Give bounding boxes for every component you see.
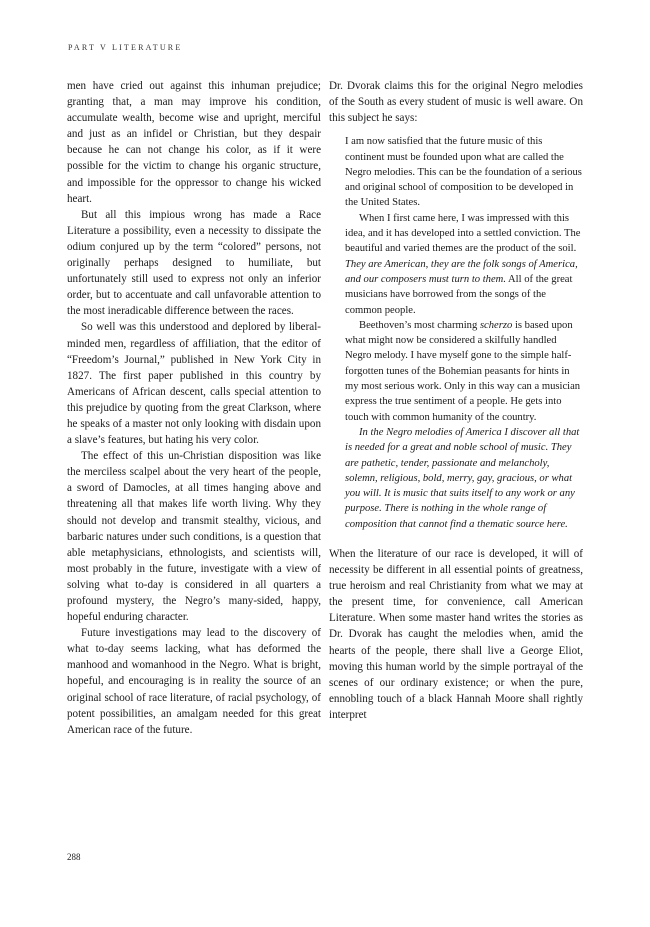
quote-paragraph	[345, 318, 583, 425]
paragraph: When the literature of our race is developed, it will of necessity be different in all essential points of greatness, true heroism and real Christianity from what we may at the present time, for convenience, call American Literature. When some master hand writes the stories as Dr. Dvorak has caught the melodies when, amid the hearts of the people, there shall live a George Eliot, moving this human world by the simple portrayal of the scenes of our ordinary existence; or when the pure, ennobling touch of a black Hannah Moore shall rightly interpret	[329, 548, 583, 721]
quote-paragraph: I am now satisfied that the future music of this continent must be founded upon what are called the Negro melodies. This can be the foundation of a serious and original school of composition to be developed in the United States.	[345, 136, 582, 209]
quote-italic: They are American, they are the folk songs of America, and our composers must turn to them.	[345, 258, 578, 285]
quote-paragraph: In the Negro melodies of America I discover all that is needed for a great and noble school of music. They are pathetic, tender, passionate and melancholy, solemn, religious, bold, merry, gay, gracious, or what you will. It is music that suits itself to any work or any purpose. There is nothing in the whole range of composition that cannot find a thematic source here.	[345, 426, 580, 530]
quote-text: When I first came here, I was impressed with this idea, and it has developed into a settled conviction. The beautiful and varied themes are the product of the soil.	[345, 212, 581, 255]
paragraph: Dr. Dvorak claims this for the original Negro melodies of the South as every student of music is well aware. On this subject he says:	[329, 80, 583, 125]
paragraph: But all this impious wrong has made a Race Literature a possibility, even a necessity to dissipate the odium conjured up by the term “colored” persons, not originally perhaps designed to humiliate, but unfortunately still used to express not only an inferior order, but to accentuate and call unfavorable attention to the most ineradicable difference between the races.	[67, 208, 321, 318]
right-column	[329, 78, 583, 723]
block-quote	[345, 134, 583, 532]
paragraph: men have cried out against this inhuman prejudice; granting that, a man may improve his condition, accumulate wealth, become wise and upright, merciful and just as an infidel or Christian, but they despair because he can not change his color, as if it were possible for the victim to change his organic structure, and impossible for the oppressor to change his wicked heart.	[67, 80, 321, 205]
left-column	[67, 78, 321, 738]
quote-text: All of the great musicians have borrowed from the songs of the common people.	[345, 273, 573, 316]
quote-italic: scherzo	[479, 319, 513, 331]
page-number: 288	[67, 852, 81, 862]
quote-text: Beethoven’s most charming	[359, 319, 478, 331]
paragraph: The effect of this un-Christian disposition was like the merciless scalpel about the very heart of the people, a sword of Damocles, at all times hanging above and threatening all that makes life worth living. Why they should not develop and transmit stealthy, vicious, and barbaric natures under such conditions, is a question that able metaphysicians, ethnologists, and scientists will, most probably in the future, investigate with a view of solving what to-day is considered in all quarters a profound mystery, the Negro’s many-sided, happy, hopeful enduring character.	[67, 450, 321, 624]
quote-paragraph	[345, 211, 583, 318]
paragraph: Future investigations may lead to the discovery of what to-day seems lacking, what has deformed the manhood and womanhood in the Negro. What is bright, hopeful, and encouraging is in reality the source of an original school of race literature, of racial psychology, of potent possibilities, an amalgam needed for this great American race of the future.	[67, 627, 321, 736]
paragraph: So well was this understood and deplored by liberal-minded men, regardless of affiliation, that the editor of “Freedom’s Journal,” published in New York City in 1827. The first paper published in this country by Americans of African descent, calls special attention to this prejudice by quoting from the great Clarkson, where he speaks of a master not only looking with disdain upon a slave’s features, but hating his very color.	[67, 321, 321, 447]
running-head: PART V LITERATURE	[68, 43, 183, 52]
quote-text: is based upon what might now be considered a skilfully handled Negro melody. I have myself gone to the simple half-forgotten tunes of the Bohemian peasants for hints in my most serious work. Only in this way can a musician express the true sentiment of a people. He gets into touch with common humanity of the country.	[345, 319, 581, 423]
